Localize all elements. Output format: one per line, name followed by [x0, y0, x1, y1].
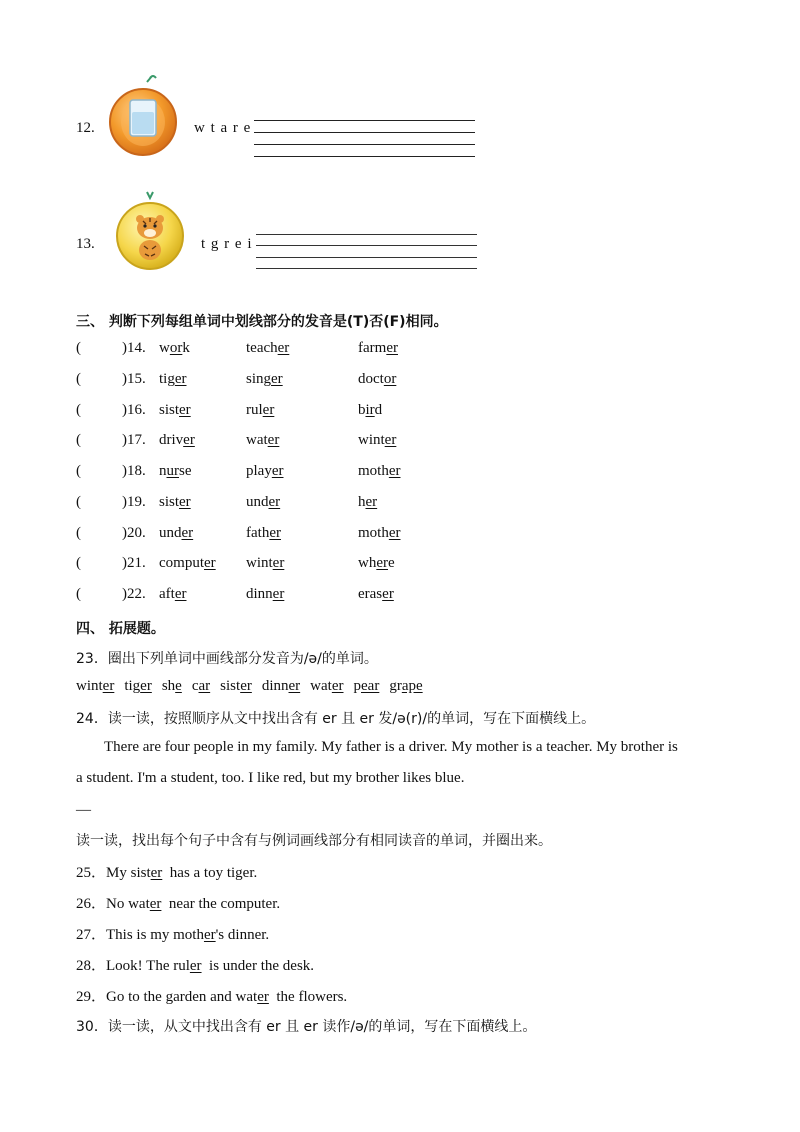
word-2	[246, 371, 283, 387]
answer-dash[interactable]: —	[76, 802, 91, 818]
question-number: 13.	[76, 236, 95, 252]
word-part: p	[353, 678, 361, 694]
question-number: )20.	[122, 525, 146, 541]
word-part: und	[246, 494, 269, 510]
word-2	[246, 463, 283, 479]
underlined-part: er	[271, 463, 284, 479]
word-list	[76, 678, 433, 695]
word-part: sing	[246, 371, 272, 387]
underlined-part: er	[382, 586, 394, 602]
word-part: dinn	[246, 586, 273, 602]
underlined-part: er	[181, 525, 194, 541]
question-24: 24．读一读，按照顺序从文中找出含有 er 且 er 发/ə(r)/的单词，写在下面横线上。	[76, 711, 596, 727]
word-cell	[246, 432, 279, 449]
circle-word[interactable]	[124, 678, 152, 694]
word-part: comput	[159, 555, 204, 571]
sentence	[76, 923, 269, 944]
answer-bracket[interactable]: (	[76, 463, 81, 479]
word-part: wat	[246, 432, 268, 448]
word-cell	[246, 340, 289, 357]
circle-word[interactable]	[220, 678, 252, 694]
word-part: sh	[161, 678, 176, 694]
word-cell	[159, 525, 193, 542]
word-1	[159, 525, 193, 541]
answer-line[interactable]	[254, 156, 475, 157]
word-cell	[358, 555, 395, 572]
word-part: b	[358, 402, 366, 418]
word-part: fath	[246, 525, 270, 541]
question-number: )14.	[122, 340, 146, 356]
scrambled-letters: w t a r e	[194, 120, 252, 136]
sentence-text: My sist	[106, 865, 151, 881]
word-cell	[246, 494, 280, 511]
underlined-part: er	[288, 678, 301, 694]
word-2	[246, 340, 289, 356]
word-1	[159, 494, 191, 510]
underlined-part: er	[388, 463, 401, 479]
underlined-part: er	[365, 494, 378, 510]
underlined-part: er	[174, 371, 187, 387]
word-3	[358, 340, 398, 356]
underlined-part: ir	[365, 402, 375, 418]
answer-line[interactable]	[254, 132, 475, 133]
underlined-part: er	[179, 494, 191, 510]
instruction: 读一读，找出每个句子中含有与例词画线部分有相同读音的单词，并圈出来。	[76, 833, 552, 849]
answer-bracket[interactable]: (	[76, 555, 81, 571]
word-part: rul	[246, 402, 263, 418]
sentence	[76, 985, 347, 1006]
scrambled-letters: t g r e i	[201, 236, 253, 252]
word-part: gr	[389, 678, 402, 694]
answer-bracket[interactable]: (	[76, 432, 81, 448]
question-number: )19.	[122, 494, 146, 510]
word-cell	[358, 463, 401, 480]
word-cell	[246, 525, 281, 542]
circle-word[interactable]	[310, 678, 343, 694]
underlined-part: er	[183, 432, 195, 448]
word-1	[159, 432, 195, 448]
underlined-part: er	[257, 989, 269, 1005]
underlined-part: or	[169, 340, 183, 356]
question-number: )22.	[122, 586, 146, 602]
word-part: se	[179, 463, 192, 479]
answer-bracket[interactable]: (	[76, 371, 81, 387]
question-number: )21.	[122, 555, 146, 571]
underlined-part: er	[269, 525, 281, 541]
sentence-text: Go to the garden and wat	[106, 989, 258, 1005]
word-2	[246, 525, 281, 541]
underlined-part: er	[268, 494, 281, 510]
word-part: wat	[310, 678, 332, 694]
section-title: 三、 判断下列每组单词中划线部分的发音是(T)否(F)相同。	[76, 314, 448, 330]
word-3	[358, 402, 382, 418]
word-cell	[159, 402, 191, 419]
word-part: teach	[246, 340, 278, 356]
underlined-part: er	[272, 586, 285, 602]
word-3	[358, 525, 401, 541]
water-glass-icon	[106, 72, 180, 162]
answer-bracket[interactable]: (	[76, 586, 81, 602]
word-cell	[358, 432, 396, 449]
sentence-text: Look! The rul	[106, 958, 190, 974]
underlined-part: er	[150, 865, 163, 881]
circle-word[interactable]	[162, 678, 182, 694]
word-cell	[358, 494, 377, 511]
word-part: play	[246, 463, 272, 479]
underlined-part: er	[140, 678, 152, 694]
underlined-part: er	[271, 371, 283, 387]
underlined-part: er	[386, 340, 398, 356]
word-part: e	[388, 555, 395, 571]
word-3	[358, 494, 377, 510]
answer-line[interactable]	[256, 268, 477, 269]
circle-word[interactable]	[389, 678, 422, 694]
sentence-text: No wat	[106, 896, 150, 912]
circle-word[interactable]	[76, 678, 114, 694]
word-cell	[246, 371, 283, 388]
word-3	[358, 586, 394, 602]
underlined-part: er	[189, 958, 202, 974]
circle-word[interactable]	[262, 678, 300, 694]
word-1	[159, 402, 191, 418]
word-2	[246, 586, 284, 602]
word-1	[159, 371, 187, 387]
question-number: )16.	[122, 402, 146, 418]
sentence-text: has a toy tiger.	[162, 865, 258, 881]
word-cell	[358, 340, 398, 357]
word-2	[246, 555, 284, 571]
underlined-part: or	[383, 371, 397, 387]
word-2	[246, 432, 279, 448]
question-30: 30．读一读，从文中找出含有 er 且 er 读作/ə/的单词，写在下面横线上。	[76, 1019, 537, 1035]
answer-bracket[interactable]: (	[76, 494, 81, 510]
word-cell	[159, 432, 195, 449]
question-number: 12.	[76, 120, 95, 136]
word-cell	[159, 494, 191, 511]
word-part: c	[191, 678, 199, 694]
sentence-number: 26．	[76, 896, 107, 912]
underlined-part: er	[277, 340, 290, 356]
sentence-number: 28．	[76, 958, 107, 974]
underlined-part: er	[174, 586, 187, 602]
underlined-part: er	[179, 402, 191, 418]
word-3	[358, 371, 396, 387]
question-number: )15.	[122, 371, 146, 387]
word-part: wh	[358, 555, 377, 571]
answer-bracket[interactable]: (	[76, 525, 81, 541]
word-part: und	[159, 525, 182, 541]
underlined-part: ear	[361, 678, 380, 694]
sentence-text: This is my moth	[106, 927, 204, 943]
question-23: 23．圈出下列单词中画线部分发音为/ə/的单词。	[76, 651, 378, 667]
word-1	[159, 555, 216, 571]
underlined-part: ur	[166, 463, 179, 479]
underlined-part: ape	[401, 678, 423, 694]
tiger-icon	[114, 188, 188, 276]
word-part: wint	[358, 432, 385, 448]
sentence-number: 29．	[76, 989, 107, 1005]
word-cell	[159, 371, 187, 388]
word-part: aft	[159, 586, 175, 602]
word-cell	[358, 402, 382, 419]
word-3	[358, 463, 401, 479]
underlined-part: er	[267, 432, 280, 448]
word-part: k	[182, 340, 190, 356]
sentence-text: near the computer.	[161, 896, 281, 912]
answer-line[interactable]	[256, 257, 477, 258]
word-part: h	[358, 494, 366, 510]
sentence	[76, 861, 257, 882]
word-part: d	[374, 402, 383, 418]
word-2	[246, 494, 280, 510]
underlined-part: e	[175, 678, 182, 694]
underlined-part: er	[203, 927, 216, 943]
answer-line[interactable]	[256, 234, 477, 235]
underlined-part: er	[384, 432, 397, 448]
answer-bracket[interactable]: (	[76, 402, 81, 418]
word-part: eras	[358, 586, 383, 602]
sentence	[76, 892, 280, 913]
word-part: wint	[76, 678, 103, 694]
passage-line: There are four people in my family. My father is a driver. My mother is a teacher. My brother is	[104, 739, 678, 755]
word-part: moth	[358, 463, 389, 479]
word-part: sist	[159, 402, 180, 418]
word-3	[358, 432, 396, 448]
sentence	[76, 954, 314, 975]
answer-line[interactable]	[254, 120, 475, 121]
underlined-part: er	[240, 678, 252, 694]
word-part: sist	[159, 494, 180, 510]
underlined-part: er	[262, 402, 275, 418]
circle-word[interactable]	[192, 678, 210, 694]
word-1	[159, 463, 192, 479]
underlined-part: er	[331, 678, 344, 694]
answer-line[interactable]	[256, 245, 477, 246]
underlined-part: er	[149, 896, 162, 912]
word-part: sist	[220, 678, 241, 694]
word-part: tig	[124, 678, 141, 694]
circle-word[interactable]	[354, 678, 380, 694]
sentence-text: is under the desk.	[201, 958, 315, 974]
underlined-part: er	[272, 555, 285, 571]
sentence-text: the flowers.	[268, 989, 348, 1005]
word-cell	[358, 371, 396, 388]
word-part: wint	[246, 555, 273, 571]
question-number: )18.	[122, 463, 146, 479]
section-title: 四、 拓展题。	[76, 621, 165, 637]
word-cell	[246, 586, 284, 603]
passage-line: a student. I'm a student, too. I like red, but my brother likes blue.	[76, 770, 465, 786]
answer-bracket[interactable]: (	[76, 340, 81, 356]
word-cell	[246, 402, 274, 419]
word-cell	[159, 340, 190, 357]
sentence-number: 27．	[76, 927, 107, 943]
word-part: driv	[159, 432, 184, 448]
word-cell	[358, 586, 394, 603]
word-cell	[159, 586, 186, 603]
word-part: farm	[358, 340, 387, 356]
answer-line[interactable]	[254, 144, 475, 145]
word-part: tig	[159, 371, 175, 387]
word-2	[246, 402, 274, 418]
word-part: n	[159, 463, 167, 479]
word-cell	[358, 525, 401, 542]
question-number: )17.	[122, 432, 146, 448]
word-cell	[246, 555, 284, 572]
underlined-part: er	[376, 555, 388, 571]
sentence-text: 's dinner.	[215, 927, 270, 943]
sentence-number: 25．	[76, 865, 107, 881]
word-cell	[246, 463, 283, 480]
word-cell	[159, 555, 216, 572]
word-1	[159, 340, 190, 356]
word-part: w	[159, 340, 170, 356]
underlined-part: er	[204, 555, 216, 571]
word-3	[358, 555, 395, 571]
underlined-part: er	[102, 678, 115, 694]
word-part: doct	[358, 371, 384, 387]
word-1	[159, 586, 186, 602]
underlined-part: er	[388, 525, 401, 541]
word-cell	[159, 463, 192, 480]
underlined-part: ar	[198, 678, 211, 694]
word-part: dinn	[261, 678, 289, 694]
word-part: moth	[358, 525, 389, 541]
